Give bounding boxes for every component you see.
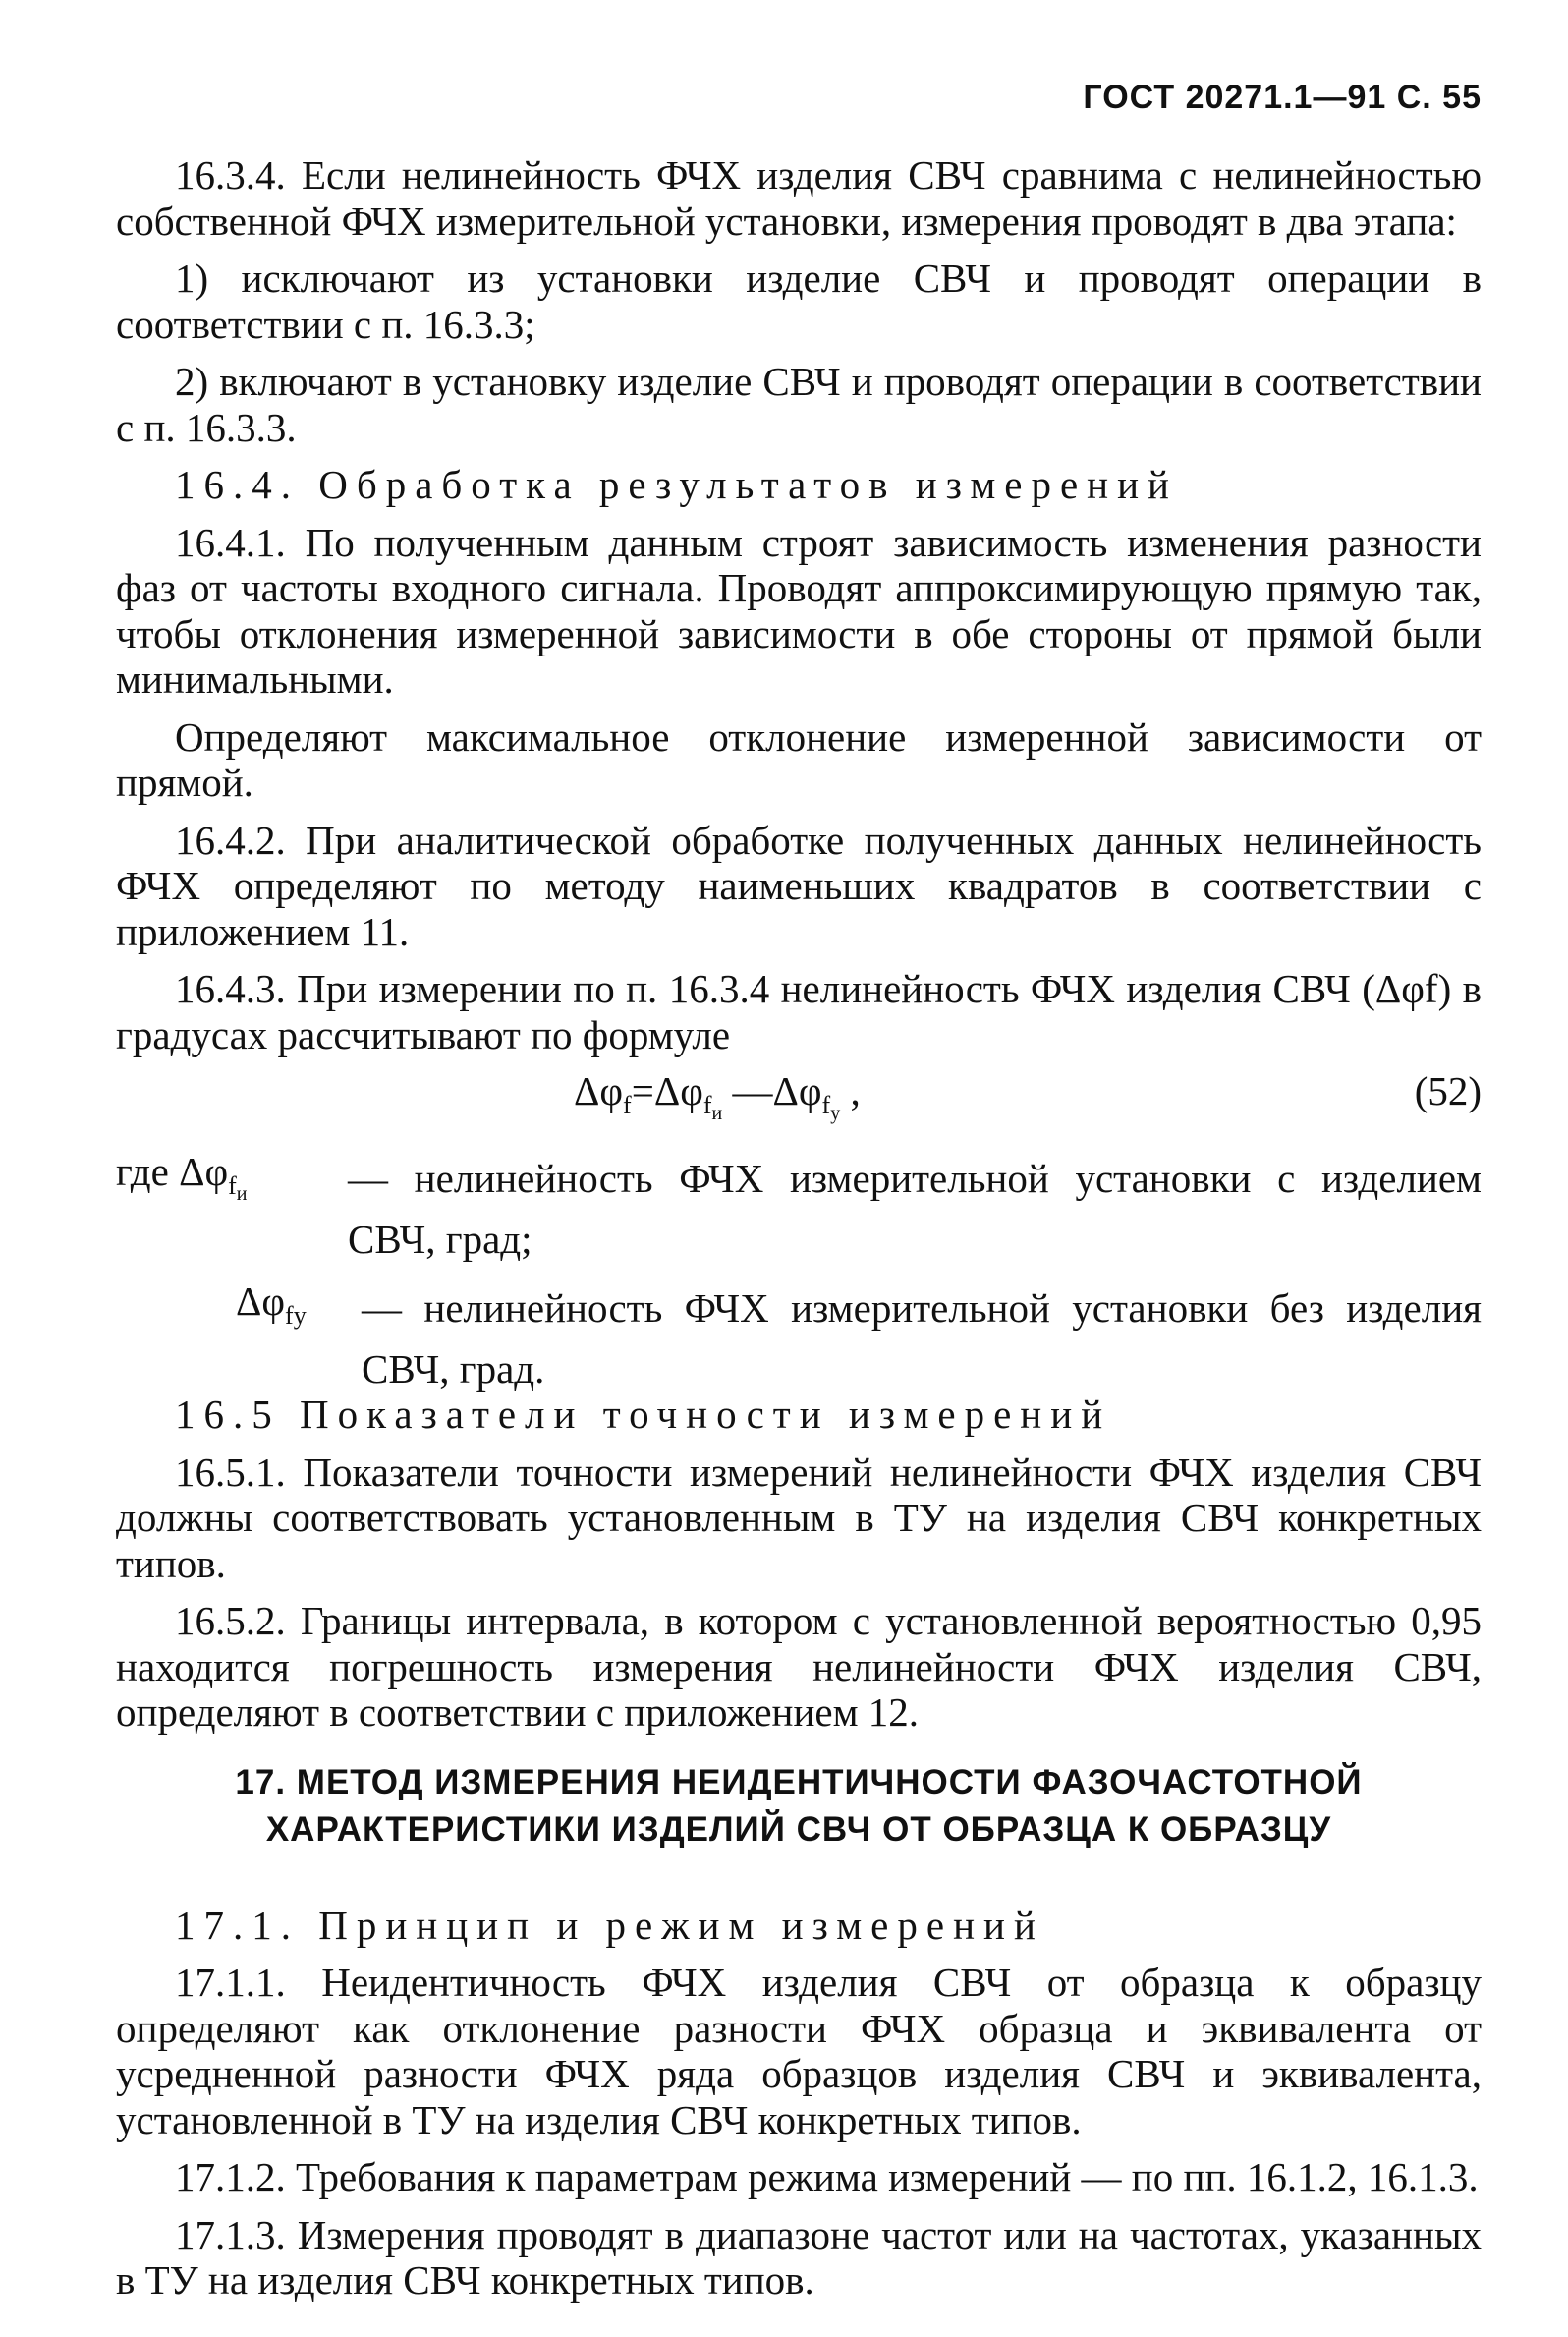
formula-52 — [116, 1067, 1482, 1142]
formula-legend — [116, 1148, 1482, 1392]
section-title-16-4: 16.4. Обработка результатов измерений — [175, 462, 1178, 507]
list-item-1: 1) исключают из установки изделие СВЧ и проводят операции в соответствии с п. 16.3.3; — [116, 256, 1482, 347]
section-title-16-5: 16.5 Показатели точности измерений — [175, 1392, 1112, 1437]
paragraph-16-4-1: 16.4.1. По полученным данным строят зависимость изменения разности фаз от частоты входного сигнала. Проводят аппроксимирующую прямую так, чтобы отклонения измеренной зависимости в обе стороны от прямой были минимальными. — [116, 519, 1482, 702]
legend-symbol-2: $\Delta\varphi_{fу}$ — [236, 1279, 307, 1331]
legend-description-2: — нелинейность ФЧХ измерительной установки без изделия СВЧ, град. — [362, 1285, 1482, 1392]
page-header: ГОСТ 20271.1—91 С. 55 — [1083, 79, 1482, 116]
chapter-heading-line-2: ХАРАКТЕРИСТИКИ ИЗДЕЛИЙ СВЧ ОТ ОБРАЗЦА К ОБРАЗЦУ — [265, 1809, 1332, 1849]
formula-number: (52) — [1414, 1068, 1482, 1113]
chapter-heading-line-1: 17. МЕТОД ИЗМЕРЕНИЯ НЕИДЕНТИЧНОСТИ ФАЗОЧАСТОТНОЙ — [235, 1762, 1363, 1801]
paragraph-16-4-2: 16.4.2. При аналитической обработке полученных данных нелинейность ФЧХ определяют по методу наименьших квадратов в соответствии с приложением 11. — [116, 817, 1482, 954]
paragraph-17-1-3: 17.1.3. Измерения проводят в диапазоне частот или на частотах, указанных в ТУ на изделия СВЧ конкретных типов. — [116, 2211, 1482, 2303]
paragraph-16-5-1: 16.5.1. Показатели точности измерений нелинейности ФЧХ изделия СВЧ должны соответствовать установленным в ТУ на изделия СВЧ конкретных типов. — [116, 1449, 1482, 1586]
paragraph-17-1-2: 17.1.2. Требования к параметрам режима измерений — по пп. 16.1.2, 16.1.3. — [175, 2154, 1479, 2199]
legend-symbol-1: где $\Delta\varphi_{f_и}$ — [116, 1149, 248, 1206]
paragraph-17-1-1: 17.1.1. Неидентичность ФЧХ изделия СВЧ от образца к образцу определяют как отклонение разности ФЧХ образца и эквивалента от усредненной разности ФЧХ ряда образцов изделия СВЧ и эквивалента, установленной в ТУ на изделия СВЧ конкретных типов. — [116, 1960, 1482, 2142]
section-title-17-1: 17.1. Принцип и режим измерений — [175, 1902, 1044, 1948]
paragraph-max-deviation: Определяют максимальное отклонение измеренной зависимости от прямой. — [116, 713, 1482, 805]
list-item-2: 2) включают в установку изделие СВЧ и проводят операции в соответствии с п. 16.3.3. — [116, 359, 1482, 450]
paragraph-16-4-3: 16.4.3. При измерении по п. 16.3.4 нелинейность ФЧХ изделия СВЧ (Δφf) в градусах рассчитывают по формуле — [116, 966, 1482, 1057]
legend-description-1: — нелинейность ФЧХ измерительной установки с изделием СВЧ, град; — [348, 1156, 1482, 1262]
paragraph-16-5-2: 16.5.2. Границы интервала, в котором с установленной вероятностью 0,95 находится погрешность измерения нелинейности ФЧХ изделия СВЧ, определяют в соответствии с приложением 12. — [116, 1598, 1482, 1735]
paragraph-16-3-4: 16.3.4. Если нелинейность ФЧХ изделия СВЧ сравнима с нелинейностью собственной ФЧХ измерительной установки, измерения проводят в два этапа: — [116, 152, 1482, 244]
chapter-heading-17 — [116, 1759, 1482, 1853]
document-page — [116, 79, 1482, 2304]
formula-expression: $\Delta\varphi_f=\Delta\varphi_{f_и}$ $—\Delta\varphi_{f_у}$ , — [574, 1068, 861, 1125]
